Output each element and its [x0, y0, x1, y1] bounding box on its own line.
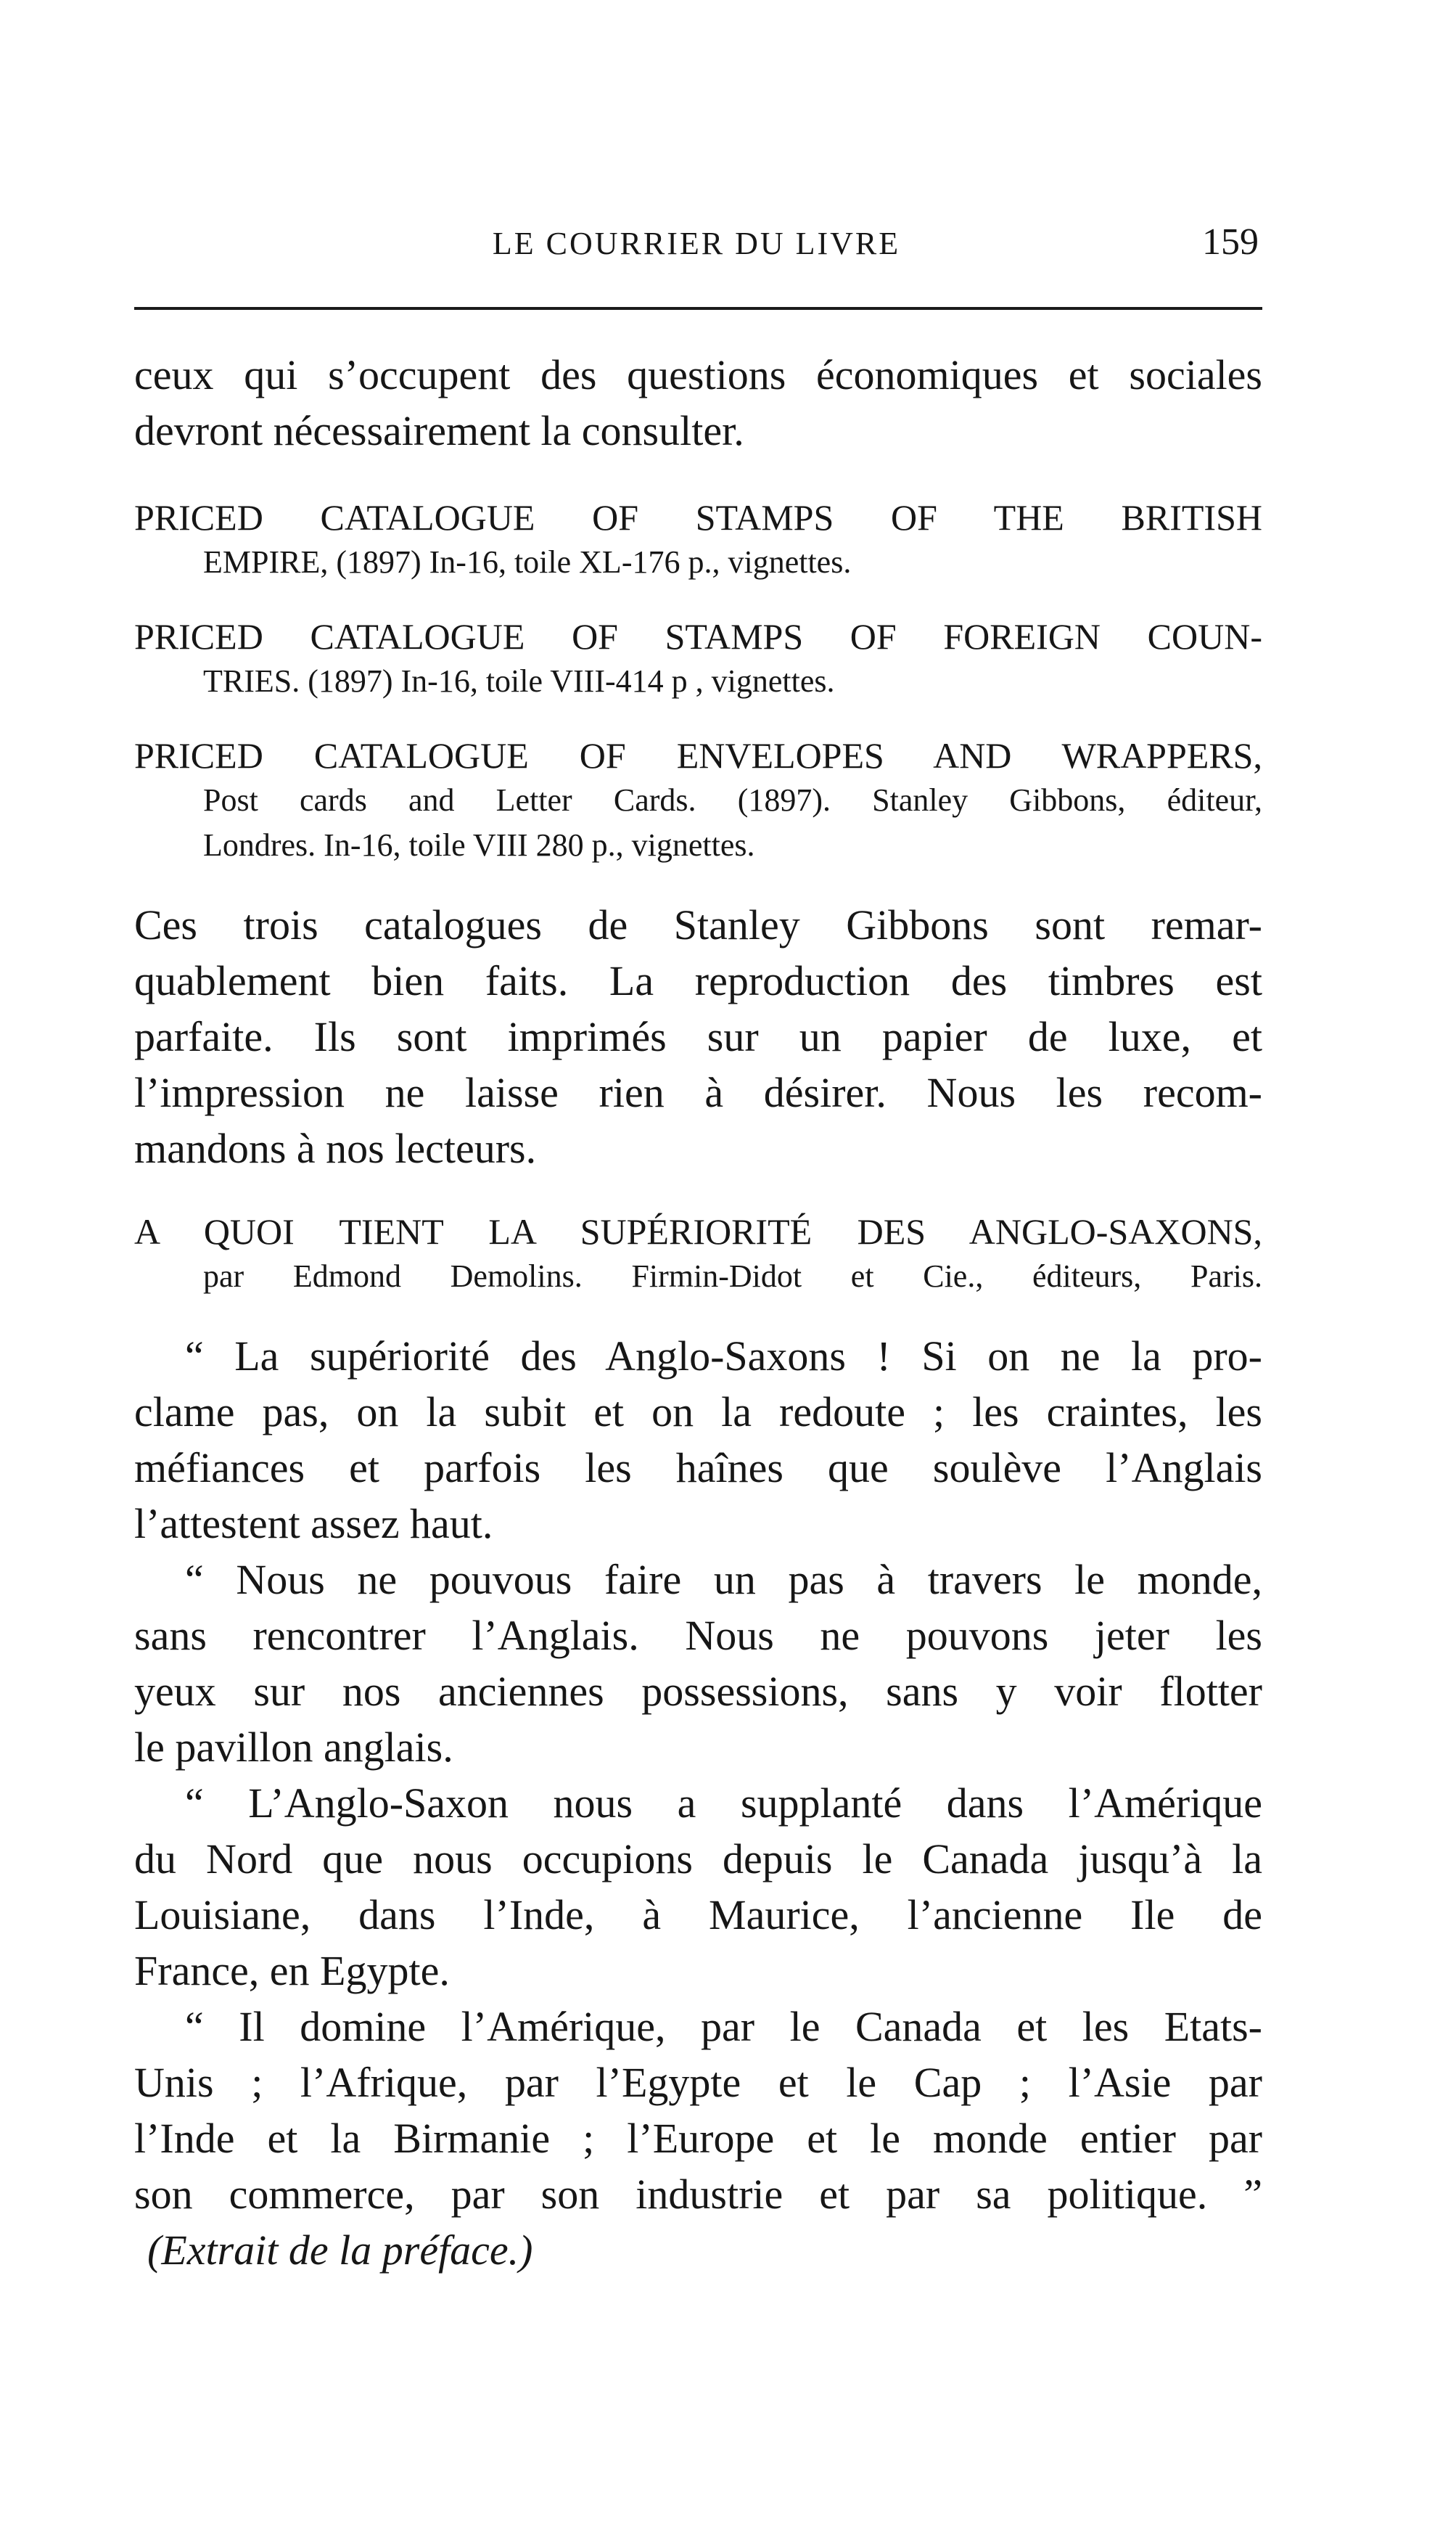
quote-line: clame pas, on la subit et on la redoute ; les craintes, les [134, 1388, 1262, 1435]
entry-detail-line: Londres. In-16, toile VIII 280 p., vignettes. [203, 827, 755, 863]
quote-line: Unis ; l’Afrique, par l’Egypte et le Cap ; l’Asie par [134, 2059, 1262, 2106]
quote-line: yeux sur nos anciennes possessions, sans y voir flotter [134, 1668, 1262, 1715]
entry-detail-line: TRIES. (1897) In-16, toile VIII-414 p , vignettes. [203, 663, 835, 699]
quote-line: le pavillon anglais. [134, 1724, 453, 1771]
entry-detail-line: Post cards and Letter Cards. (1897). Stanley Gibbons, éditeur, [203, 782, 1262, 818]
quote-line: “ Nous ne pouvous faire un pas à travers le monde, [185, 1556, 1262, 1603]
entry-title-line: A QUOI TIENT LA SUPÉRIORITÉ DES ANGLO-SAXONS, [134, 1211, 1262, 1252]
entry-title-line: PRICED CATALOGUE OF ENVELOPES AND WRAPPERS, [134, 735, 1262, 776]
page-body [134, 347, 1262, 2278]
text-line: devront nécessairement la consulter. [134, 407, 744, 454]
preface-quotation [134, 1328, 1262, 2278]
text-line: ceux qui s’occupent des questions économiques et sociales [134, 351, 1262, 398]
quote-line: son commerce, par son industrie et par sa politique. ” [134, 2171, 1262, 2218]
text-line: quablement bien faits. La reproduction des timbres est [134, 957, 1262, 1004]
text-line: mandons à nos lecteurs. [134, 1125, 537, 1172]
page-number: 159 [1202, 221, 1259, 263]
running-title: LE COURRIER DU LIVRE [492, 226, 901, 261]
text-line: parfaite. Ils sont imprimés sur un papier de luxe, et [134, 1013, 1262, 1060]
quote-line: Louisiane, dans l’Inde, à Maurice, l’ancienne Ile de [134, 1891, 1262, 1938]
quote-line: l’Inde et la Birmanie ; l’Europe et le monde entier par [134, 2115, 1262, 2162]
quote-source: (Extrait de la préface.) [147, 2226, 533, 2274]
quote-line: France, en Egypte. [134, 1947, 450, 1994]
catalogue-entry-foreign-countries [134, 614, 1262, 704]
entry-title-line: PRICED CATALOGUE OF STAMPS OF THE BRITISH [134, 497, 1262, 538]
quote-line: “ La supériorité des Anglo-Saxons ! Si on ne la pro- [185, 1332, 1262, 1380]
catalogue-entry-british-empire [134, 495, 1262, 585]
entry-detail-line: EMPIRE, (1897) In-16, toile XL-176 p., vignettes. [203, 544, 852, 580]
quote-line: “ L’Anglo-Saxon nous a supplanté dans l’Amérique [185, 1779, 1262, 1827]
quote-line: sans rencontrer l’Anglais. Nous ne pouvons jeter les [134, 1612, 1262, 1659]
header-rule [134, 307, 1262, 310]
page-header [134, 218, 1259, 269]
quote-line: “ Il domine l’Amérique, par le Canada et les Etats- [185, 2003, 1262, 2050]
entry-detail-line: par Edmond Demolins. Firmin-Didot et Cie., éditeurs, Paris. [203, 1258, 1262, 1294]
opening-paragraph [134, 347, 1262, 459]
text-line: Ces trois catalogues de Stanley Gibbons sont remar- [134, 901, 1262, 949]
quote-line: méfiances et parfois les haînes que soulève l’Anglais [134, 1444, 1262, 1491]
quote-line: du Nord que nous occupions depuis le Canada jusqu’à la [134, 1835, 1262, 1882]
catalogue-entry-envelopes [134, 733, 1262, 868]
quote-line: l’attestent assez haut. [134, 1500, 493, 1547]
text-line: l’impression ne laisse rien à désirer. Nous les recom- [134, 1069, 1262, 1116]
entry-title-line: PRICED CATALOGUE OF STAMPS OF FOREIGN COUN- [134, 616, 1262, 657]
book-entry-anglo-saxons [134, 1209, 1262, 1299]
review-paragraph [134, 897, 1262, 1176]
